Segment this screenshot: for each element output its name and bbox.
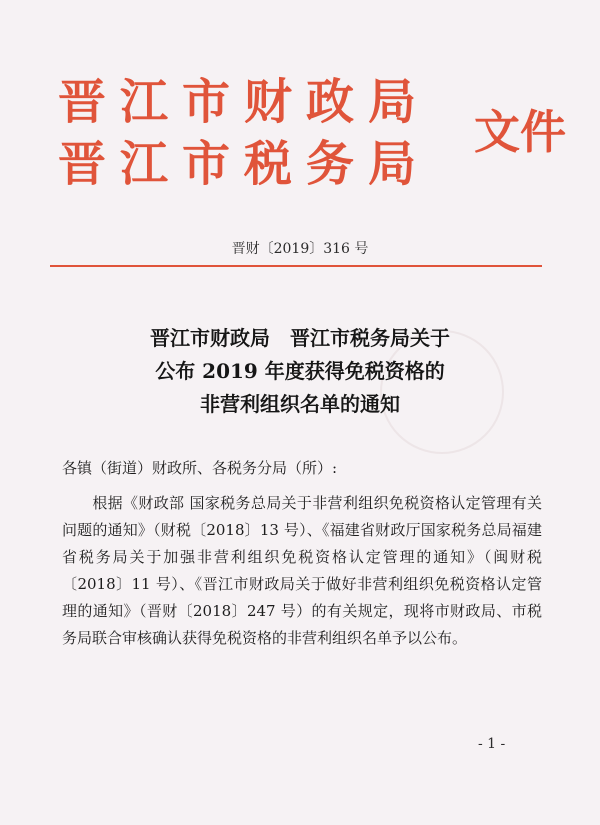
- document-title: [0, 322, 600, 421]
- red-header-rule: [50, 265, 542, 267]
- document-type-label: 文件: [474, 105, 566, 159]
- title-line-3: 非营利组织名单的通知: [200, 392, 400, 416]
- issuer-line-finance-bureau: 晋江市财政局: [58, 74, 431, 130]
- page-number: - 1 -: [478, 736, 506, 752]
- salutation: 各镇（街道）财政所、各税务分局（所）:: [62, 459, 338, 477]
- issuer-line-tax-bureau: 晋江市税务局: [58, 136, 431, 192]
- title-line-1: 晋江市财政局 晋江市税务局关于: [150, 326, 450, 350]
- body-paragraph: [62, 490, 542, 652]
- body-paragraph-text: 根据《财政部 国家税务总局关于非营利组织免税资格认定管理有关问题的通知》（财税〔2018〕13 号）、《福建省财政厅国家税务总局福建省税务局关于加强非营利组织免税资格认定管理的通知》（闽财税〔2018〕11 号）、《晋江市财政局关于做好非营利组织免税资格认定管理的通知》（晋财〔2018〕247 号）的有关规定，现将市财政局、市税务局联合审核确认获得免税资格的非营利组织名单予以公布。: [62, 494, 542, 647]
- document-number: 晋财〔2019〕316 号: [231, 241, 369, 257]
- title-line-2: 公布 2019 年度获得免税资格的: [155, 359, 445, 383]
